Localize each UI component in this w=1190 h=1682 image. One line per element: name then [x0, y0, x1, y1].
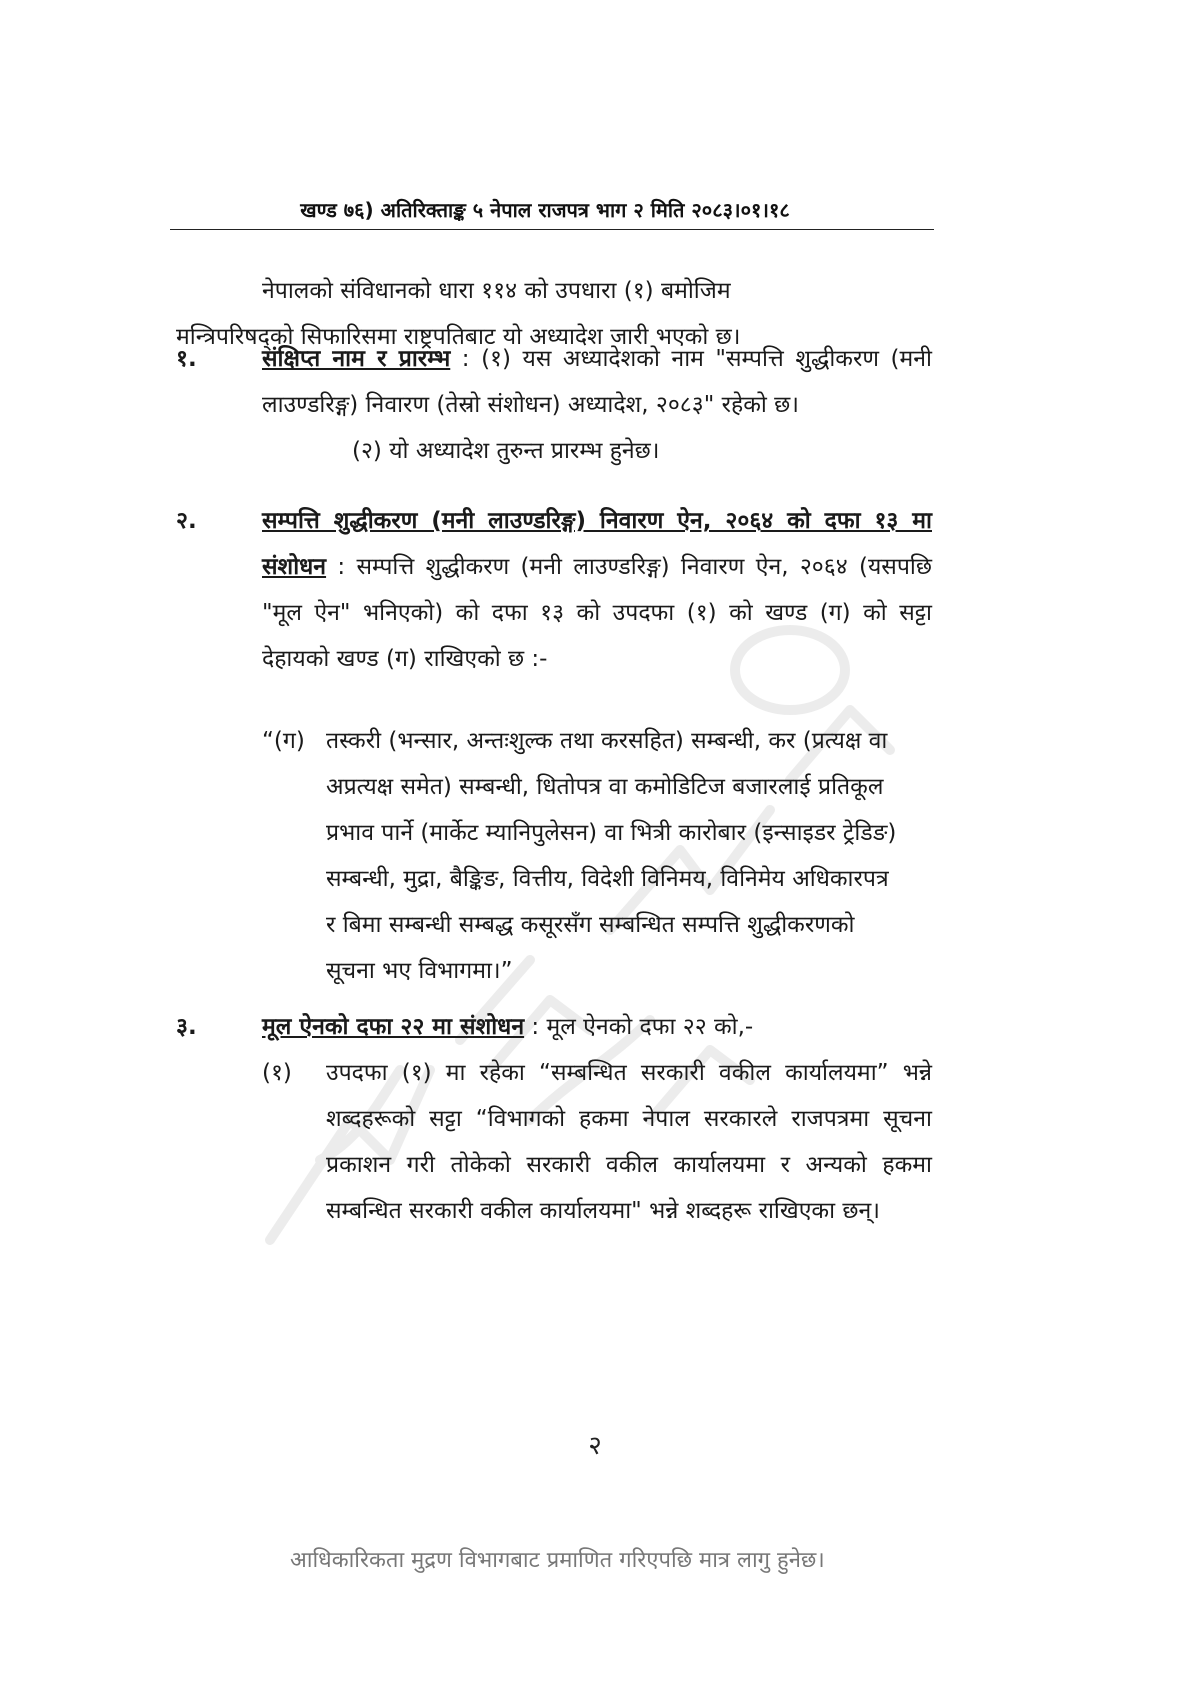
quoted-clause-ga	[262, 718, 902, 994]
header-divider	[170, 229, 934, 230]
authenticity-footer-note: आधिकारिकता मुद्रण विभागबाट प्रमाणित गरिएपछि मात्र लागु हुनेछ।	[290, 1548, 825, 1573]
section-number: ३.	[176, 1014, 197, 1040]
preamble-line-1: नेपालको संविधानको धारा ११४ को उपधारा (१) बमोजिम	[262, 278, 731, 304]
clause-text: उपदफा (१) मा रहेका “सम्बन्धित सरकारी वकील कार्यालयमा” भन्ने शब्दहरूको सट्टा “विभागको हकमा नेपाल सरकारले राजपत्रमा सूचना प्रकाशन गरी तोकेको सरकारी वकील कार्यालयमा र अन्यको हकमा सम्बन्धित सरकारी वकील कार्यालयमा" भन्ने शब्दहरू राखिएका छन्।	[326, 1060, 932, 1224]
quoted-clause-text: तस्करी (भन्सार, अन्तःशुल्क तथा करसहित) सम्बन्धी, कर (प्रत्यक्ष वा अप्रत्यक्ष समेत) सम्बन्धी, धितोपत्र वा कमोडिटिज बजारलाई प्रतिकूल प्रभाव पार्ने (मार्केट म्यानिपुलेसन) वा भित्री कारोबार (इन्साइडर ट्रेडिङ) सम्बन्धी, मुद्रा, बैङ्किङ, वित्तीय, विदेशी विनिमय, विनिमेय अधिकारपत्र र बिमा सम्बन्धी सम्बद्ध कसूरसँग सम्बन्धित सम्पत्ति शुद्धीकरणको सूचना भए विभागमा।”	[326, 728, 897, 984]
section-body	[262, 336, 932, 474]
section-text: : मूल ऐनको दफा २२ को,-	[531, 1014, 754, 1040]
clause-label: (१)	[262, 1060, 292, 1086]
quoted-clause-label: “(ग)	[262, 728, 305, 754]
section-title: सम्पत्ति शुद्धीकरण (मनी लाउण्डरिङ्ग) निवारण ऐन, २०६४ को दफा १३ मा संशोधन	[262, 508, 932, 580]
subclause: (२) यो अध्यादेश तुरुन्त प्रारम्भ हुनेछ।	[352, 438, 660, 464]
section-title: मूल ऐनको दफा २२ मा संशोधन	[262, 1014, 525, 1040]
section-text: : (१) यस अध्यादेशको नाम "सम्पत्ति शुद्धीकरण (मनी लाउण्डरिङ्ग) निवारण (तेस्रो संशोधन) अध्यादेश, २०८३" रहेको छ।	[262, 346, 932, 418]
section-body	[262, 498, 932, 682]
page-number: २	[588, 1431, 602, 1461]
section-number: १.	[176, 346, 197, 372]
section-text: : सम्पत्ति शुद्धीकरण (मनी लाउण्डरिङ्ग) निवारण ऐन, २०६४ (यसपछि "मूल ऐन" भनिएको) को दफा १३ को उपदफा (१) को खण्ड (ग) को सट्टा देहायको खण्ड (ग) राखिएको छ :-	[262, 554, 933, 672]
preamble-line-2: मन्त्रिपरिषद्‌को सिफारिसमा राष्ट्रपतिबाट यो अध्यादेश जारी भएको छ।	[176, 324, 741, 350]
section-number: २.	[176, 508, 197, 534]
section-title: संक्षिप्त नाम र प्रारम्भ	[262, 346, 451, 372]
section-body	[262, 1004, 932, 1234]
gazette-header: खण्ड ७६) अतिरिक्ताङ्क ५ नेपाल राजपत्र भाग २ मिति २०८३।०१।१८	[300, 198, 790, 222]
clause-1	[262, 1050, 932, 1234]
